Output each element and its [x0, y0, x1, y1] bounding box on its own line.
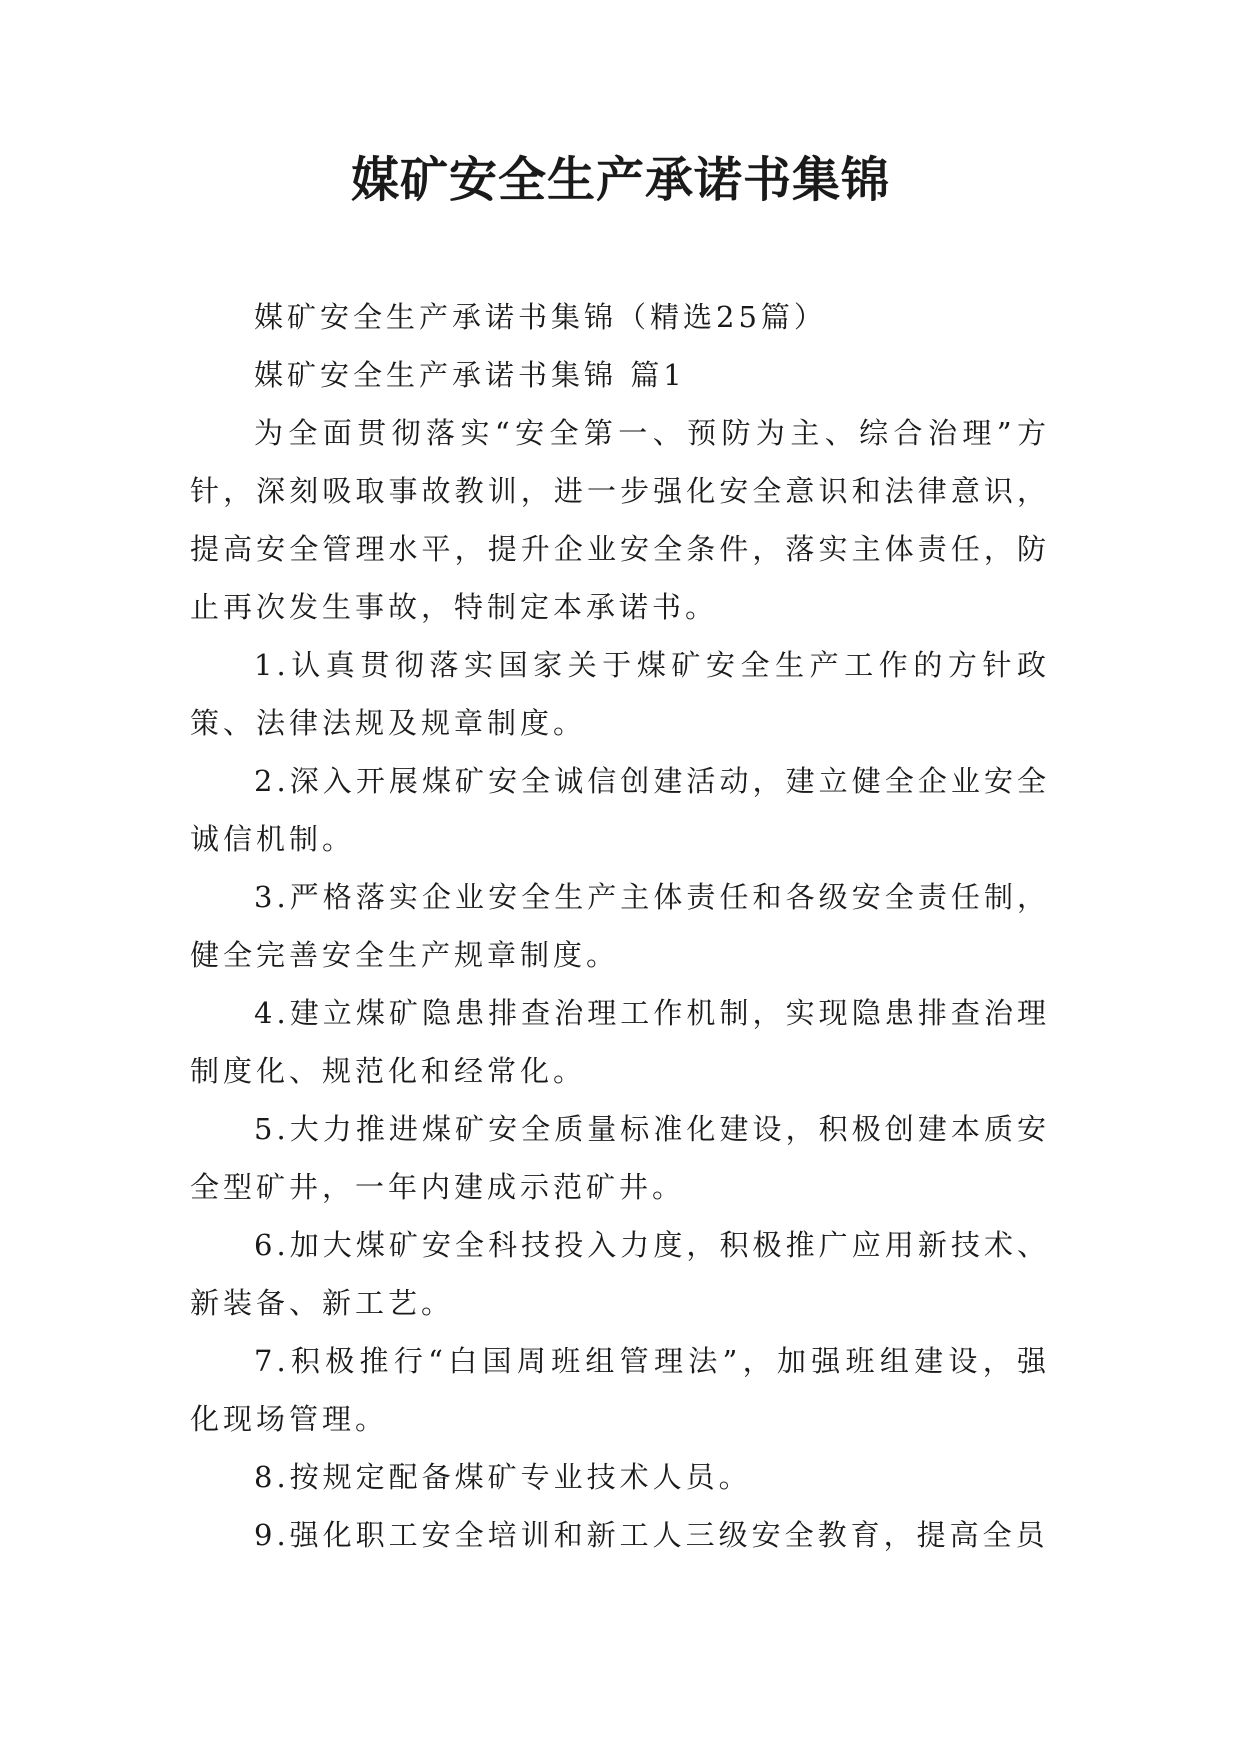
- paragraph-subtitle: 媒矿安全生产承诺书集锦（精选25篇）: [254, 300, 827, 334]
- paragraph-item-6: 6.加大煤矿安全科技投入力度，积极推广应用新技术、新装备、新工艺。: [190, 1228, 1050, 1320]
- paragraph-item-3: 3.严格落实企业安全生产主体责任和各级安全责任制，健全完善安全生产规章制度。: [190, 880, 1050, 972]
- paragraph-item-2: 2.深入开展煤矿安全诚信创建活动，建立健全企业安全诚信机制。: [190, 764, 1050, 856]
- paragraph-item-1: 1.认真贯彻落实国家关于煤矿安全生产工作的方针政策、法律法规及规章制度。: [190, 648, 1050, 740]
- paragraph-item-9: 9.强化职工安全培训和新工人三级安全教育，提高全员: [254, 1518, 1049, 1552]
- paragraph-section-heading: 媒矿安全生产承诺书集锦 篇1: [254, 358, 686, 392]
- document-body: [190, 288, 1050, 1564]
- paragraph-item-4: 4.建立煤矿隐患排查治理工作机制，实现隐患排查治理制度化、规范化和经常化。: [190, 996, 1050, 1088]
- paragraph-intro: 为全面贯彻落实“安全第一、预防为主、综合治理”方针，深刻吸取事故教训，进一步强化安全意识和法律意识，提高安全管理水平，提升企业安全条件，落实主体责任，防止再次发生事故，特制定本承诺书。: [190, 416, 1050, 624]
- document-title: 媒矿安全生产承诺书集锦: [350, 152, 890, 208]
- paragraph-item-7: 7.积极推行“白国周班组管理法”，加强班组建设，强化现场管理。: [190, 1344, 1050, 1436]
- paragraph-item-8: 8.按规定配备煤矿专业技术人员。: [254, 1460, 752, 1494]
- paragraph-item-5: 5.大力推进煤矿安全质量标准化建设，积极创建本质安全型矿井，一年内建成示范矿井。: [190, 1112, 1050, 1204]
